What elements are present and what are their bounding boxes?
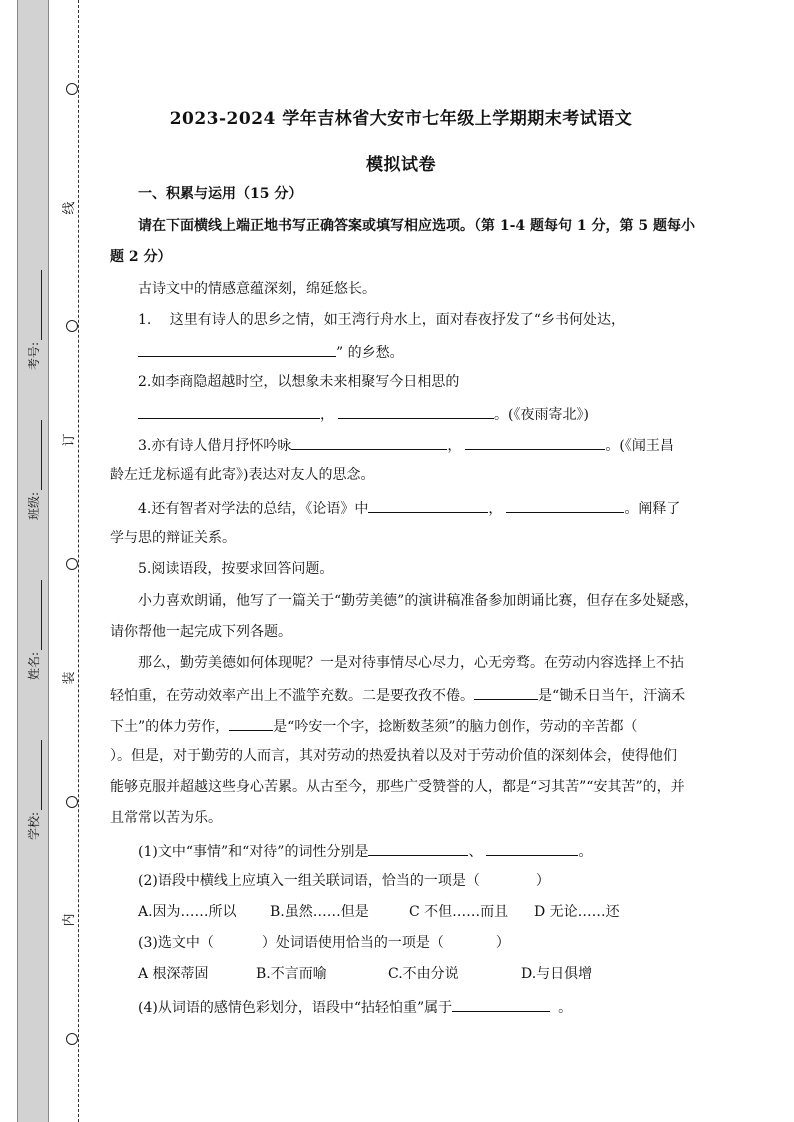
question-text: (1)文中“事情”和“对待”的词性分别是: [138, 844, 369, 860]
question-3-continued: 龄左迁龙标遥有此寄》)表达对友人的思念。: [110, 467, 375, 483]
answer-blank[interactable]: [138, 403, 320, 419]
exam-number-field[interactable]: [25, 270, 42, 370]
sub-question-4: [138, 996, 572, 1018]
question-1-continued: [138, 341, 404, 363]
answer-blank[interactable]: [474, 684, 538, 700]
binding-hole: [66, 796, 78, 808]
class-blank[interactable]: [41, 420, 42, 490]
question-text: 。: [578, 844, 593, 860]
question-5: 5.阅读语段，按要求回答问题。: [138, 561, 334, 577]
intro-text: 古诗文中的情感意蕴深刻，绵延悠长。: [138, 281, 376, 297]
page-title: 2023-2024 学年吉林省大安市七年级上学期期末考试语文: [169, 109, 633, 129]
class-label: 班级:: [27, 491, 41, 520]
binding-gutter: [17, 0, 49, 1122]
question-text: ）: [495, 935, 510, 951]
option-c[interactable]: C 不但……而且: [409, 904, 509, 920]
seal-char-xian: 线: [62, 201, 77, 215]
passage-line: 小力喜欢朗诵，他写了一篇关于“勤劳美德”的演讲稿准备参加朗诵比赛，但存在多处疑惑，: [138, 593, 699, 609]
question-2-continued: [138, 403, 589, 425]
answer-blank[interactable]: [338, 403, 494, 419]
option-b[interactable]: B.虽然……但是: [270, 904, 369, 920]
question-text: ，: [320, 407, 334, 423]
instruction-line: 题 2 分）: [110, 249, 172, 265]
seal-line: [78, 0, 79, 1122]
seal-char-ding: 订: [62, 433, 77, 447]
answer-blank[interactable]: [506, 497, 624, 513]
passage-line: 能够克服并超越这些身心苦累。从古至今，那些广受赞誉的人，都是“习其苦”“安其苦”的，并: [110, 779, 685, 795]
passage-text: 下土”的体力劳作，: [110, 719, 230, 735]
answer-blank[interactable]: [452, 996, 550, 1012]
question-text: ” 的乡愁。: [336, 345, 404, 361]
answer-blank[interactable]: [368, 840, 468, 856]
passage-line: [110, 715, 638, 737]
sub-question-3: [138, 933, 510, 953]
passage-text: 是“吟安一个字，捻断数茎须”的脑力创作，劳动的辛苦都（: [273, 719, 638, 735]
question-text: 。(《夜雨寄北》): [494, 407, 589, 423]
question-text: ，: [488, 501, 503, 517]
answer-blank[interactable]: [138, 341, 336, 357]
sub-question-2: [138, 871, 550, 891]
answer-blank[interactable]: [465, 434, 605, 450]
question-text: 。: [558, 1000, 573, 1016]
binding-hole: [66, 83, 78, 95]
answer-blank[interactable]: [229, 715, 273, 731]
question-4-continued: 学与思的辩证关系。: [110, 530, 236, 546]
question-text: 。(《闻王昌: [605, 438, 674, 454]
option-c[interactable]: C.不由分说: [388, 966, 459, 982]
binding-hole: [66, 1033, 78, 1045]
passage-line: [110, 684, 685, 706]
class-field[interactable]: [25, 420, 42, 520]
section-heading: 一、积累与运用（15 分）: [138, 186, 303, 202]
question-text: ，: [447, 438, 462, 454]
passage-line: ）。但是，对于勤劳的人而言，其对劳动的热爱执着以及对于劳动价值的深刻体会，使得他们: [110, 748, 677, 764]
page-subtitle: 模拟试卷: [366, 155, 436, 175]
binding-hole: [66, 558, 78, 570]
instruction-line: 请在下面横线上端正地书写正确答案或填写相应选项。（第 1-4 题每句 1 分，第 5 题每小: [138, 218, 696, 234]
option-d[interactable]: D.与日俱增: [521, 966, 593, 982]
seal-char-zhuang: 装: [62, 671, 77, 685]
passage-text: 是“锄禾日当午，汗滴禾: [538, 688, 686, 704]
question-text: 、: [468, 844, 483, 860]
option-d[interactable]: D 无论……还: [534, 904, 620, 920]
passage-line: 且常常以苦为乐。: [110, 810, 222, 826]
name-field[interactable]: [25, 580, 42, 680]
exam-number-label: 考号:: [27, 341, 41, 370]
answer-blank[interactable]: [291, 434, 447, 450]
binding-hole: [66, 320, 78, 332]
passage-line: 请你帮他一起完成下列各题。: [110, 624, 292, 640]
question-text: 3.亦有诗人借月抒怀吟咏: [138, 438, 292, 454]
name-blank[interactable]: [41, 580, 42, 650]
question-text: (2)语段中横线上应填入一组关联词语，恰当的一项是（: [138, 873, 480, 889]
question-4: [138, 497, 680, 519]
answer-blank[interactable]: [368, 497, 488, 513]
question-text: (4)从词语的感情色彩划分，语段中“拈轻怕重”属于: [138, 1000, 453, 1016]
sub-question-1: [138, 840, 592, 862]
school-label: 学校:: [27, 811, 41, 840]
option-a[interactable]: A.因为……所以: [138, 904, 237, 920]
name-label: 姓名:: [27, 651, 41, 680]
question-text: ）处词语使用恰当的一项是（: [261, 935, 444, 951]
answer-blank[interactable]: [486, 840, 578, 856]
question-text: (3)选文中（: [138, 935, 214, 951]
passage-line: 那么，勤劳美德如何体现呢？一是对待事情尽心尽力，心无旁骛。在劳动内容选择上不拈: [138, 655, 684, 671]
question-3: [138, 434, 674, 456]
school-field[interactable]: [25, 740, 42, 840]
question-text: 。阐释了: [624, 501, 681, 517]
question-1: 1. 这里有诗人的思乡之情，如王湾行舟水上，面对春夜抒发了“乡书何处达，: [138, 312, 625, 328]
question-2: 2.如李商隐超越时空，以想象未来相聚写今日相思的: [138, 374, 460, 390]
seal-char-nei: 内: [62, 913, 77, 927]
option-a[interactable]: A 根深蒂固: [138, 966, 209, 982]
option-b[interactable]: B.不言而喻: [256, 966, 327, 982]
school-blank[interactable]: [41, 740, 42, 810]
exam-number-blank[interactable]: [41, 270, 42, 340]
question-text: ）: [535, 873, 550, 889]
passage-text: 轻怕重，在劳动效率产出上不滥竽充数。二是要孜孜不倦。: [110, 688, 474, 704]
question-text: 4.还有智者对学法的总结，《论语》中: [138, 501, 369, 517]
